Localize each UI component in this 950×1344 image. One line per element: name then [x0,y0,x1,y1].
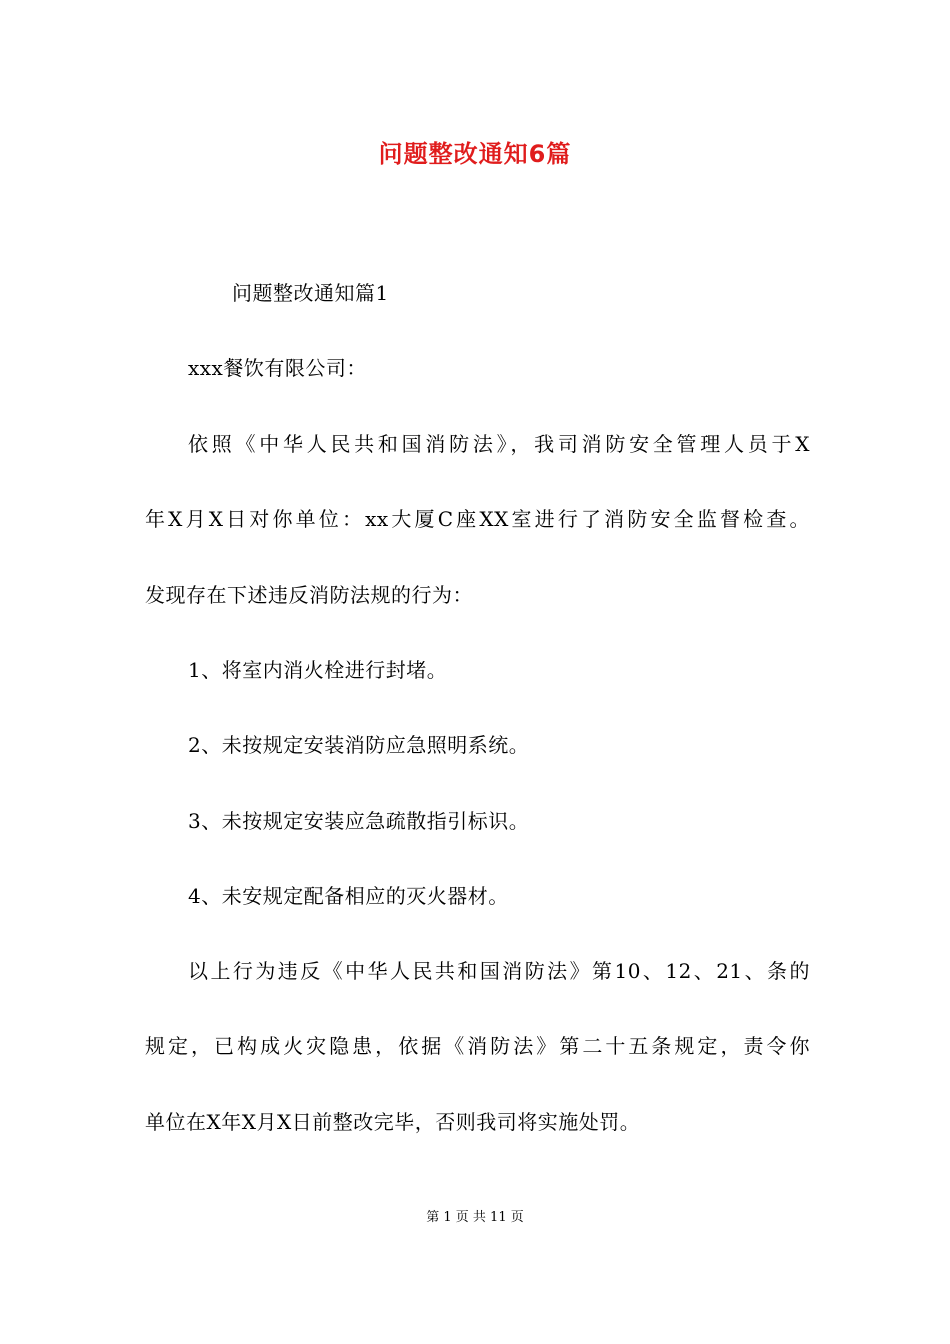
list-item: 4、未安规定配备相应的灭火器材。 [188,884,509,908]
section-heading: 问题整改通知篇1 [232,281,389,305]
list-item: 1、将室内消火栓进行封堵。 [188,658,448,682]
paragraph-line: 发现存在下述违反消防法规的行为： [145,583,473,607]
list-item: 3、未按规定安装应急疏散指引标识。 [188,809,530,833]
paragraph-line: 单位在X年X月X日前整改完毕，否则我司将实施处罚。 [145,1110,641,1134]
paragraph-line: 以上行为违反《中华人民共和国消防法》第10、12、21、条的 [188,959,810,983]
paragraph-line: 依照《中华人民共和国消防法》，我司消防安全管理人员于X [188,432,810,456]
document-title: 问题整改通知6篇 [378,140,572,168]
page-footer: 第 1 页 共 11 页 [426,1210,524,1225]
list-item: 2、未按规定安装消防应急照明系统。 [188,733,530,757]
paragraph-line: 规定，已构成火灾隐患，依据《消防法》第二十五条规定，责令你 [145,1034,810,1058]
paragraph-line: 年X月X日对你单位：xx大厦C座XX室进行了消防安全监督检查。 [145,507,810,531]
salutation: xxx餐饮有限公司： [188,356,367,380]
